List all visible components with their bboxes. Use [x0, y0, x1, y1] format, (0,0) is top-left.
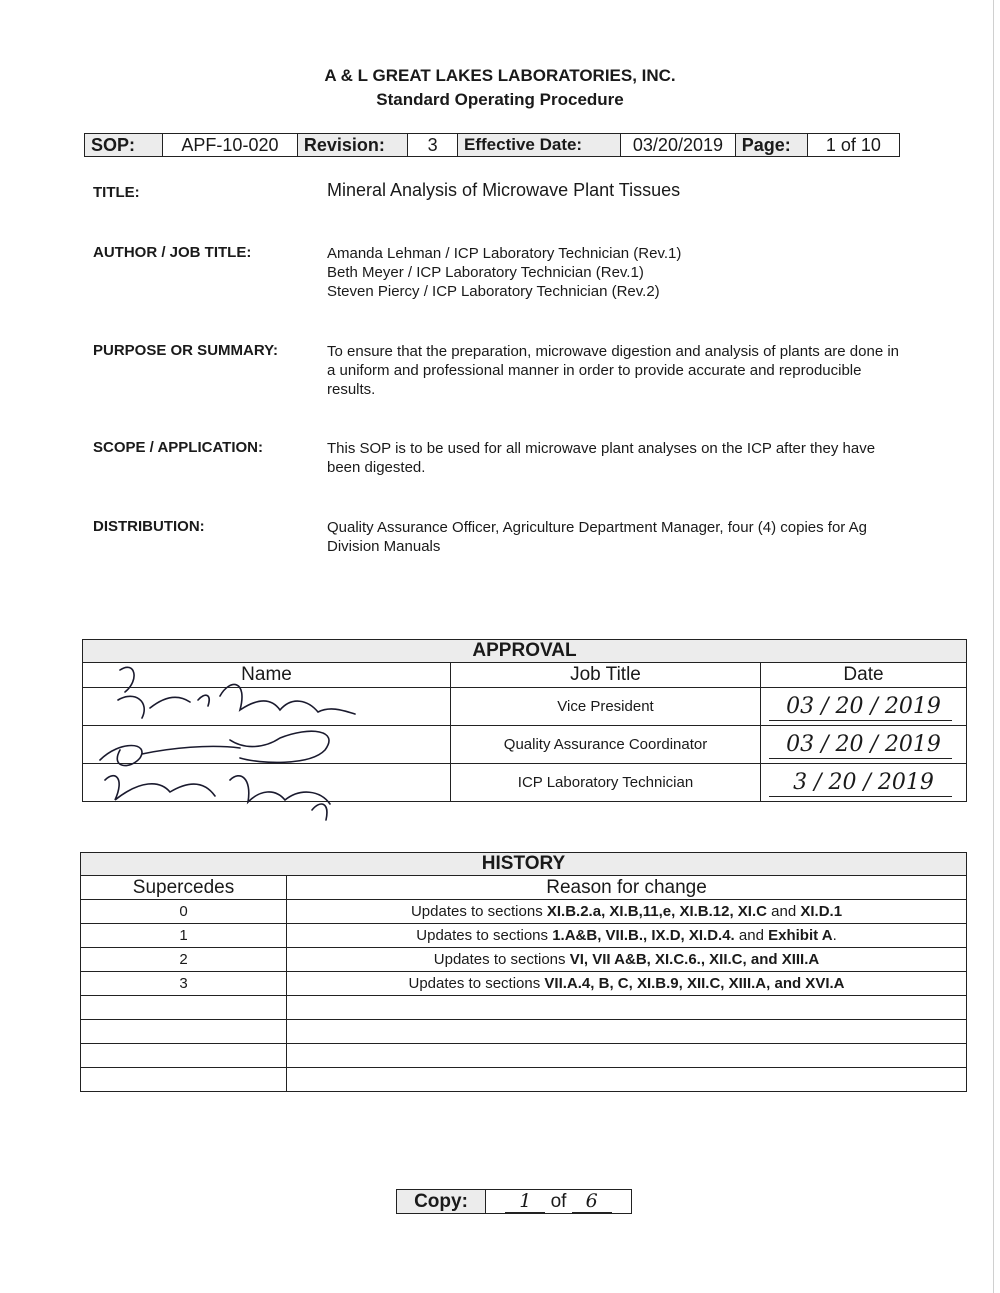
approval-table [82, 639, 967, 802]
copy-of-text: of [550, 1191, 567, 1212]
approval-date [761, 764, 967, 802]
reason-text: Updates to sections VII.A.4, B, C, XI.B.9, XII.C, XIII.A, and XVI.A [287, 972, 967, 996]
supercedes-value: 2 [81, 948, 287, 972]
revision-label: Revision: [297, 134, 407, 157]
handwritten-date: 3 / 20 / 2019 [793, 770, 934, 795]
approval-date [761, 726, 967, 764]
history-row-empty [81, 1044, 967, 1068]
author-list [327, 244, 927, 301]
history-row [81, 900, 967, 924]
reason-column-header: Reason for change [287, 876, 967, 900]
copy-number-box [396, 1189, 632, 1214]
history-row [81, 948, 967, 972]
revision-number: 3 [408, 134, 458, 157]
supercedes-value: 1 [81, 924, 287, 948]
approval-heading: APPROVAL [83, 640, 967, 663]
approval-job-title: ICP Laboratory Technician [451, 764, 761, 802]
approval-job-title: Vice President [451, 688, 761, 726]
scope-text: This SOP is to be used for all microwave plant analyses on the ICP after they have been digested. [327, 440, 876, 476]
signature-cell [83, 726, 451, 764]
distribution-text: Quality Assurance Officer, Agriculture Department Manager, four (4) copies for Ag Division Manuals [327, 519, 867, 555]
name-column-header: Name [83, 663, 451, 688]
history-heading: HISTORY [81, 853, 967, 876]
reason-text: Updates to sections XI.B.2.a, XI.B,11,e, XI.B.12, XI.C and XI.D.1 [287, 900, 967, 924]
date-column-header: Date [761, 663, 967, 688]
scope-label: SCOPE / APPLICATION: [93, 439, 264, 456]
sop-label: SOP: [85, 134, 163, 157]
effective-date-value: 03/20/2019 [621, 134, 736, 157]
supercedes-column-header: Supercedes [81, 876, 287, 900]
history-row [81, 924, 967, 948]
page-label: Page: [735, 134, 807, 157]
author-label: AUTHOR / JOB TITLE: [93, 244, 252, 261]
title-label: TITLE: [93, 184, 140, 201]
approval-date [761, 688, 967, 726]
approval-row [83, 764, 967, 802]
handwritten-date: 03 / 20 / 2019 [786, 732, 941, 757]
reason-text: Updates to sections VI, VII A&B, XI.C.6., XII.C, and XIII.A [287, 948, 967, 972]
document-title: Mineral Analysis of Microwave Plant Tissues [327, 180, 681, 200]
page-number: 1 of 10 [807, 134, 899, 157]
history-row-empty [81, 996, 967, 1020]
history-row [81, 972, 967, 996]
reason-text: Updates to sections 1.A&B, VII.B., IX.D, XI.D.4. and Exhibit A. [287, 924, 967, 948]
history-row-empty [81, 1068, 967, 1092]
purpose-label: PURPOSE OR SUMMARY: [93, 342, 279, 359]
history-table [80, 852, 967, 1092]
sop-number: APF-10-020 [163, 134, 298, 157]
copy-count [486, 1190, 632, 1214]
copy-label: Copy: [397, 1190, 486, 1214]
approval-row [83, 726, 967, 764]
signature-cell [83, 764, 451, 802]
copy-number: 1 [505, 1190, 545, 1213]
author-entry: Steven Piercy / ICP Laboratory Technician (Rev.2) [327, 283, 660, 300]
signature-cell [83, 688, 451, 726]
job-title-column-header: Job Title [451, 663, 761, 688]
supercedes-value: 3 [81, 972, 287, 996]
handwritten-date: 03 / 20 / 2019 [786, 694, 941, 719]
company-name: A & L GREAT LAKES LABORATORIES, INC. [324, 66, 676, 85]
author-entry: Beth Meyer / ICP Laboratory Technician (Rev.1) [327, 264, 644, 281]
approval-row [83, 688, 967, 726]
sop-info-bar [84, 133, 900, 157]
effective-date-label: Effective Date: [458, 134, 621, 157]
distribution-label: DISTRIBUTION: [93, 518, 205, 535]
supercedes-value: 0 [81, 900, 287, 924]
author-entry: Amanda Lehman / ICP Laboratory Technician (Rev.1) [327, 245, 682, 262]
history-row-empty [81, 1020, 967, 1044]
scan-edge-line [993, 0, 994, 1293]
approval-job-title: Quality Assurance Coordinator [451, 726, 761, 764]
document-type: Standard Operating Procedure [376, 90, 624, 109]
copy-total: 6 [572, 1190, 612, 1213]
purpose-text: To ensure that the preparation, microwave digestion and analysis of plants are done in a uniform and professional manner in order to provide accurate and reproducible results. [327, 343, 900, 398]
